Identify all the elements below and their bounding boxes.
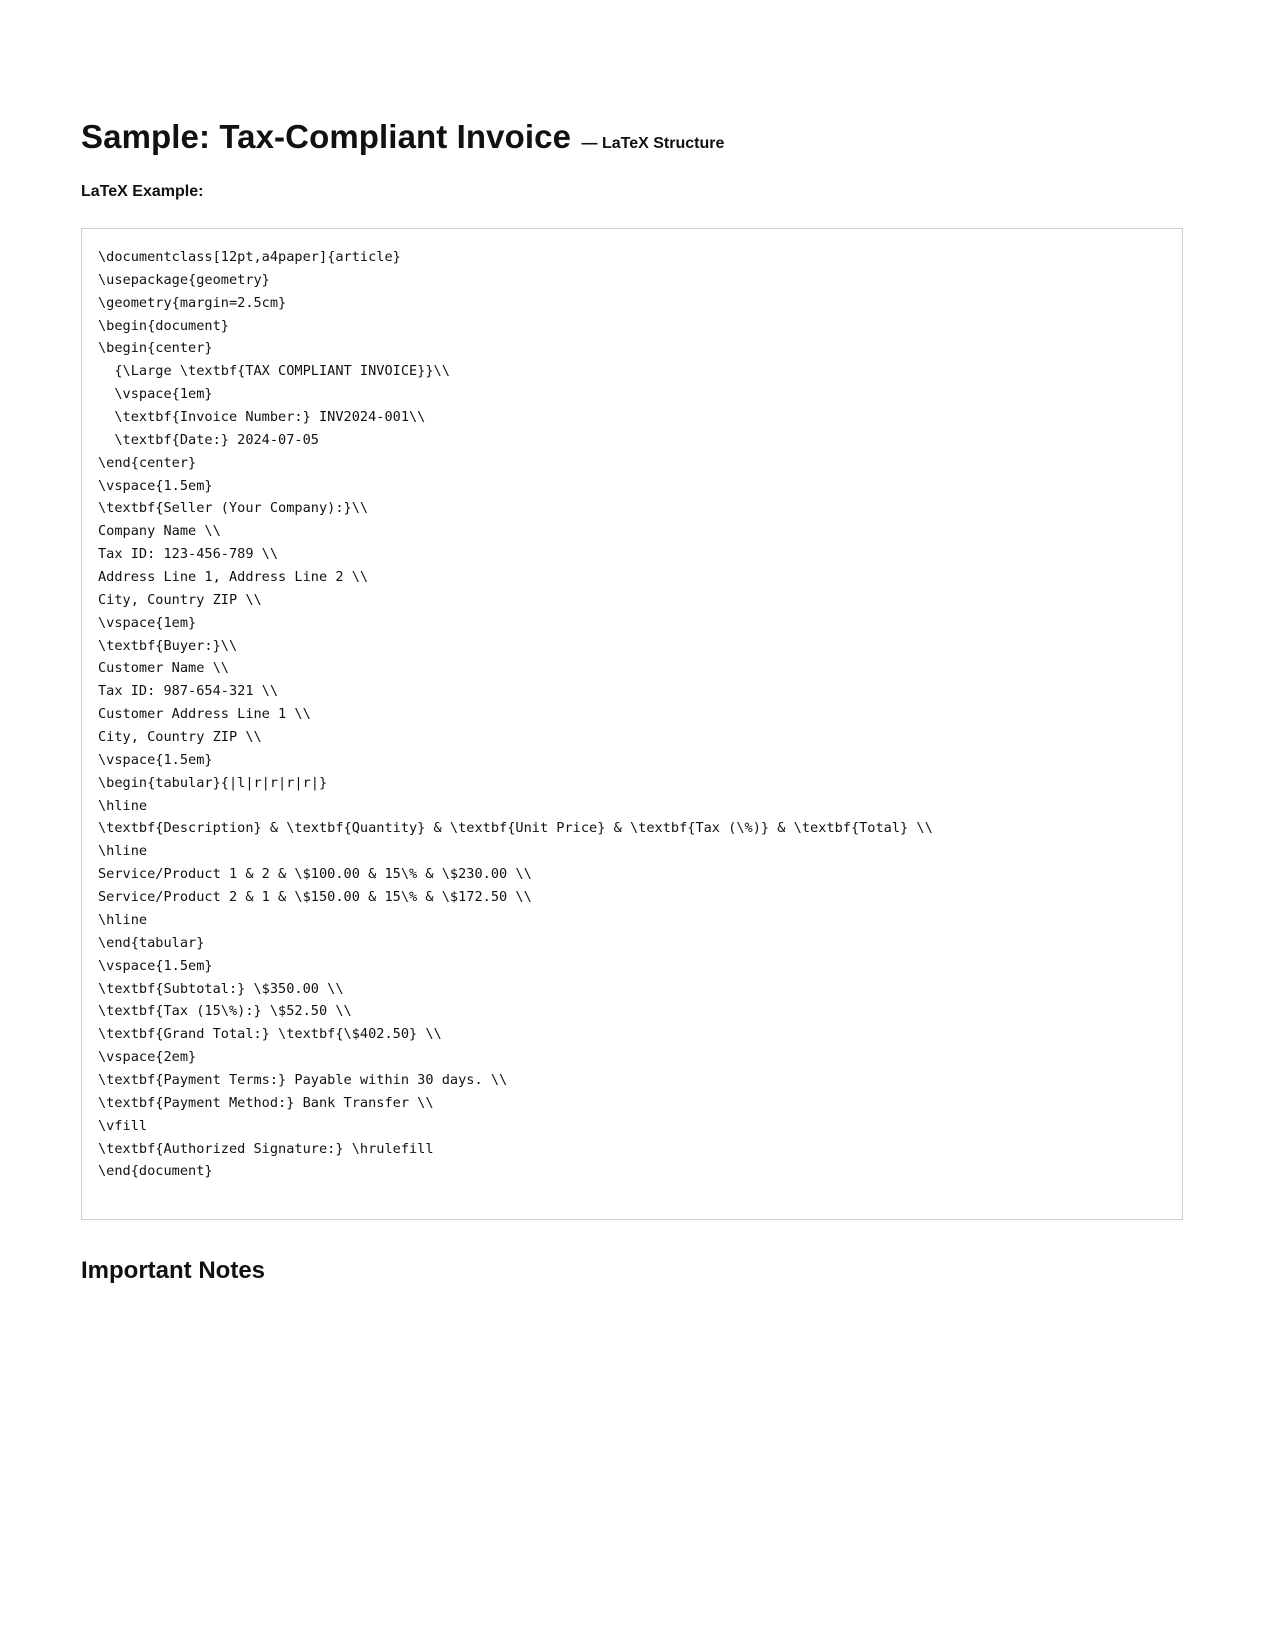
page-title: Sample: Tax-Compliant Invoice bbox=[81, 118, 572, 155]
example-label: LaTeX Example: bbox=[81, 183, 204, 200]
notes-heading: Important Notes bbox=[81, 1257, 266, 1284]
page-title-row bbox=[81, 118, 724, 156]
code-block bbox=[81, 228, 1183, 1220]
latex-code: \documentclass[12pt,a4paper]{article} \usepackage{geometry} \geometry{margin=2.5cm} \begin{document} \begin{center} {\Large \textbf{TAX COMPLIANT INVOICE}}\\ \vspace{1em} \textbf{Invoice Number:} INV2024-001\\ \textbf{Date:} 2024-07-05 \end{center} \vspace{1.5em} \textbf{Seller (Your Company):}\\ Company Name \\ Tax ID: 123-456-789 \\ Address Line 1, Address Line 2 \\ City, Country ZIP \\ \vspace{1em} \textbf{Buyer:}\\ Customer Name \\ Tax ID: 987-654-321 \\ Customer Address Line 1 \\ City, Country ZIP \\ \vspace{1.5em} \begin{tabular}{|l|r|r|r|r|} \hline \textbf{Description} & \textbf{Quantity} & \textbf{Unit Price} & \textbf{Tax (\%)} & \textbf{Total} \\ \hline Service/Product 1 & 2 & \$100.00 & 15\% & \$230.00 \\ Service/Product 2 & 1 & \$150.00 & 15\% & \$172.50 \\ \hline \end{tabular} \vspace{1.5em} \textbf{Subtotal:} \$350.00 \\ \textbf{Tax (15\%):} \$52.50 \\ \textbf{Grand Total:} \textbf{\$402.50} \\ \vspace{2em} \textbf{Payment Terms:} Payable within 30 days. \\ \textbf{Payment Method:} Bank Transfer \\ \vfill \textbf{Authorized Signature:} \hrulefill \end{document} bbox=[98, 249, 933, 1180]
page-subtitle: — LaTeX Structure bbox=[581, 135, 725, 152]
